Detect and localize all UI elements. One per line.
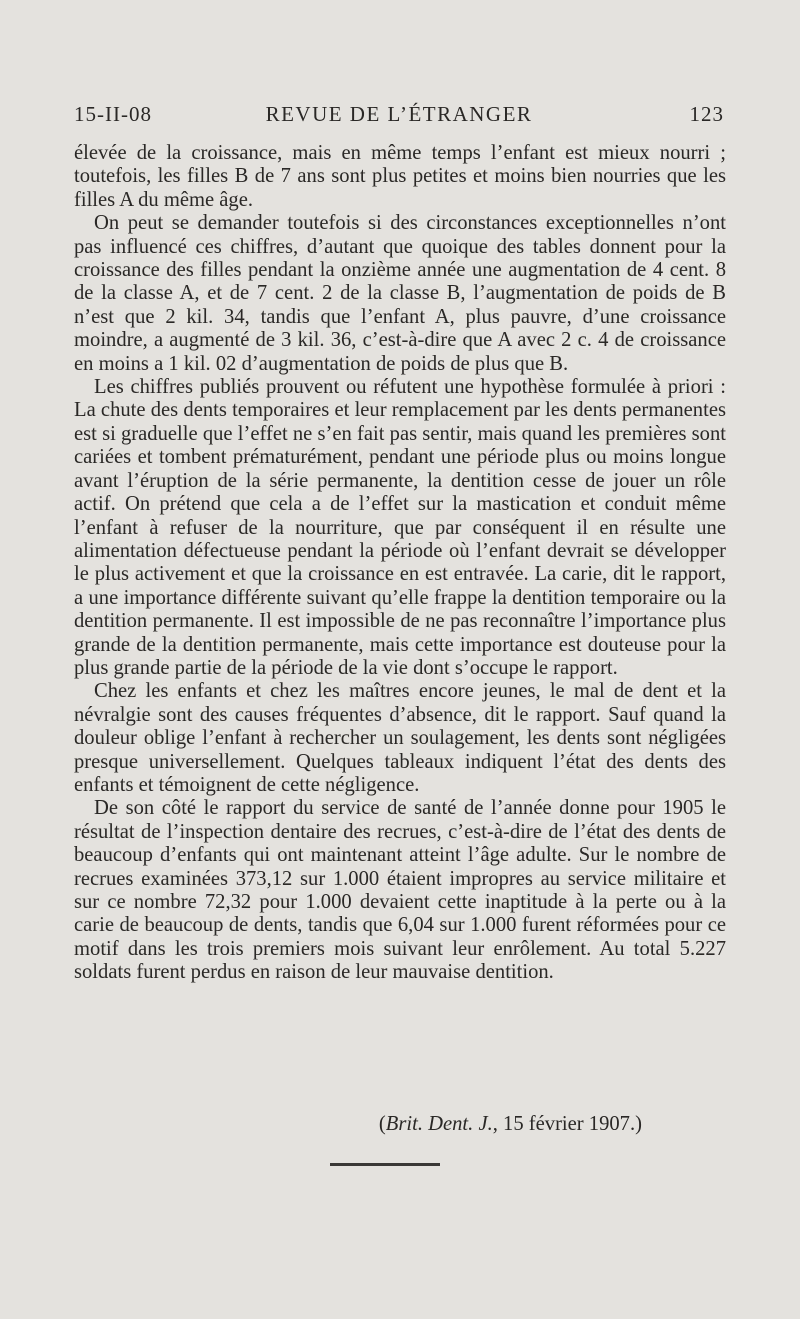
citation-open: ( bbox=[378, 1113, 386, 1135]
header-date: 15-II-08 bbox=[74, 102, 152, 126]
page-number: 123 bbox=[689, 102, 724, 126]
paragraph: On peut se demander toutefois si des circonstances exceptionnelles n’ont pas influencé ces chiffres, d’autant que quoique des tables donnent pour la croissance des filles pendant la onzième année une augmentation de 4 cent. 8 de la classe A, et de 7 cent. 2 de la classe B, l’augmentation de poids de B n’est que 2 kil. 34, tandis que l’enfant A, plus pauvre, d’une croissance moindre, a augmenté de 3 kil. 36, c’est-à-dire que A avec 2 c. 4 de croissance en moins a 1 kil. 02 d’augmentation de poids de plus que B. bbox=[74, 212, 726, 375]
paragraph: Chez les enfants et chez les maîtres encore jeunes, le mal de dent et la névralgie sont des causes fréquentes d’absence, dit le rapport. Sauf quand la douleur oblige l’enfant à rechercher un soulagement, les dents sont négligées presque universellement. Quelques tableaux indiquent l’état des dents des enfants et témoignent de cette négligence. bbox=[74, 680, 726, 796]
citation-source: Brit. Dent. J. bbox=[385, 1113, 493, 1135]
paragraph: Les chiffres publiés prouvent ou réfutent une hypothèse formulée à priori : La chute des dents temporaires et leur remplacement par les dents permanentes est si graduelle que l’effet ne s’en fait pas sentir, mais quand les premières sont cariées et tombent prématurément, pendant une période plus ou moins longue avant l’éruption de la série permanente, la dentition cesse de jouer un rôle actif. On prétend que cela a de l’effet sur la mastication et conduit même l’enfant à refuser de la nourriture, que par conséquent il en résulte une alimentation défectueuse pendant la période où l’enfant devrait se développer le plus activement et que la croissance en est entravée. La carie, dit le rapport, a une importance différente suivant qu’elle frappe la dentition temporaire ou la dentition permanente. Il est impossible de ne pas reconnaître l’importance plus grande de la dentition permanente, mais cette importance est douteuse pour la plus grande partie de la période de la vie dont s’occupe le rapport. bbox=[74, 376, 726, 679]
header-title: REVUE DE L’ÉTRANGER bbox=[265, 102, 533, 126]
body-text bbox=[74, 142, 726, 985]
end-rule bbox=[330, 1163, 440, 1166]
paragraph-continuation: élevée de la croissance, mais en même temps l’enfant est mieux nourri ; toutefois, les filles B de 7 ans sont plus petites et moins bien nourries que les filles A du même âge. bbox=[74, 142, 726, 211]
running-header bbox=[74, 102, 724, 132]
citation-date: , 15 février 1907.) bbox=[492, 1113, 642, 1135]
citation bbox=[74, 1112, 642, 1136]
paragraph: De son côté le rapport du service de santé de l’année donne pour 1905 le résultat de l’inspection dentaire des recrues, c’est-à-dire de l’état des dents de beaucoup d’enfants qui ont maintenant atteint l’âge adulte. Sur le nombre de recrues examinées 373,12 sur 1.000 étaient impropres au service militaire et sur ce nombre 72,32 pour 1.000 devaient cette inaptitude à la perte ou à la carie de beaucoup de dents, tandis que 6,04 sur 1.000 furent réformées pour ce motif dans les trois premiers mois suivant leur enrôlement. Au total 5.227 soldats furent perdus en raison de leur mauvaise dentition. bbox=[74, 797, 726, 984]
